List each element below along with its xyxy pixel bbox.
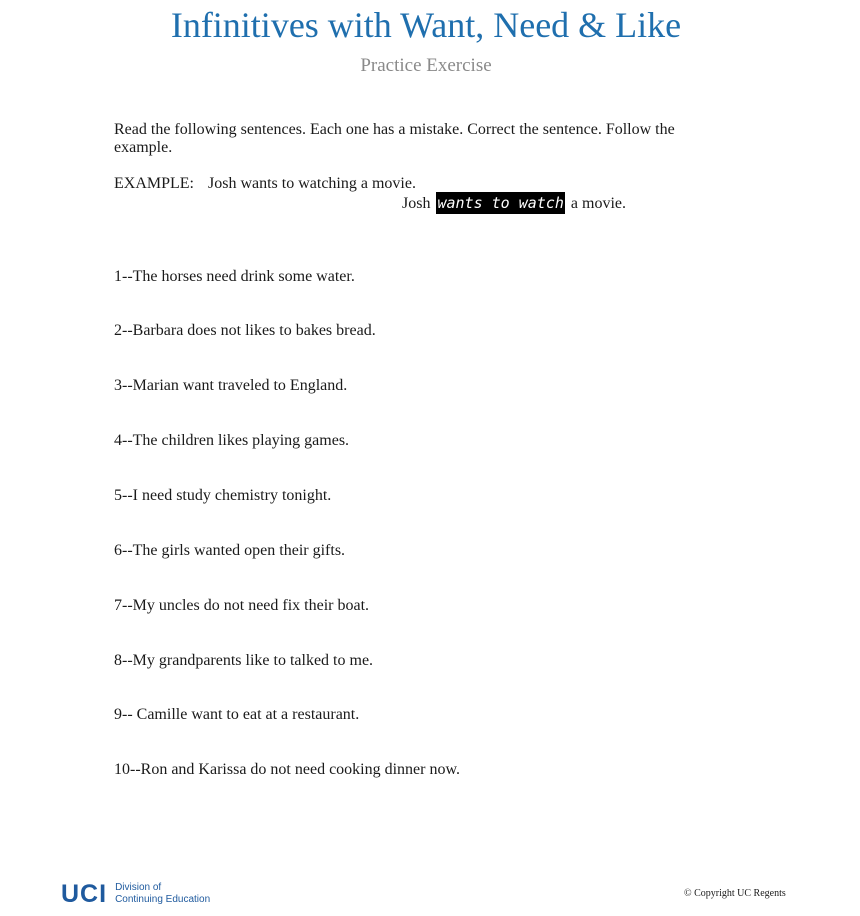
exercise-item-9: 9-- Camille want to eat at a restaurant. [114, 706, 360, 723]
example-answer-suffix: a movie. [570, 195, 626, 212]
example-answer [402, 194, 626, 213]
division-line-1: Division of [115, 882, 162, 893]
example-line [114, 175, 416, 193]
uci-logo-mark: UCI [61, 880, 108, 908]
exercise-item-5: 5--I need study chemistry tonight. [114, 487, 332, 504]
exercise-item-6: 6--The girls wanted open their gifts. [114, 542, 346, 559]
division-line-2: Continuing Education [115, 894, 211, 905]
example-answer-prefix: Josh [402, 195, 431, 212]
division-text [115, 882, 210, 906]
copyright-text: © Copyright UC Regents [684, 888, 786, 899]
exercise-item-1: 1--The horses need drink some water. [114, 268, 355, 285]
exercise-item-3: 3--Marian want traveled to England. [114, 377, 348, 394]
exercise-item-2: 2--Barbara does not likes to bakes bread. [114, 322, 376, 339]
exercise-item-7: 7--My uncles do not need fix their boat. [114, 597, 370, 614]
example-sentence: Josh wants to watching a movie. [208, 175, 416, 192]
example-label: EXAMPLE: [114, 175, 194, 192]
uci-logo [61, 881, 210, 907]
example-answer-highlight: wants to watch [437, 194, 564, 212]
exercise-item-4: 4--The children likes playing games. [114, 432, 350, 449]
page-subtitle: Practice Exercise [360, 55, 492, 76]
exercise-item-10: 10--Ron and Karissa do not need cooking dinner now. [114, 761, 460, 778]
page-title: Infinitives with Want, Need & Like [170, 5, 682, 45]
instructions-text: Read the following sentences. Each one has a mistake. Correct the sentence. Follow the example. [114, 121, 675, 156]
exercise-item-8: 8--My grandparents like to talked to me. [114, 652, 374, 669]
